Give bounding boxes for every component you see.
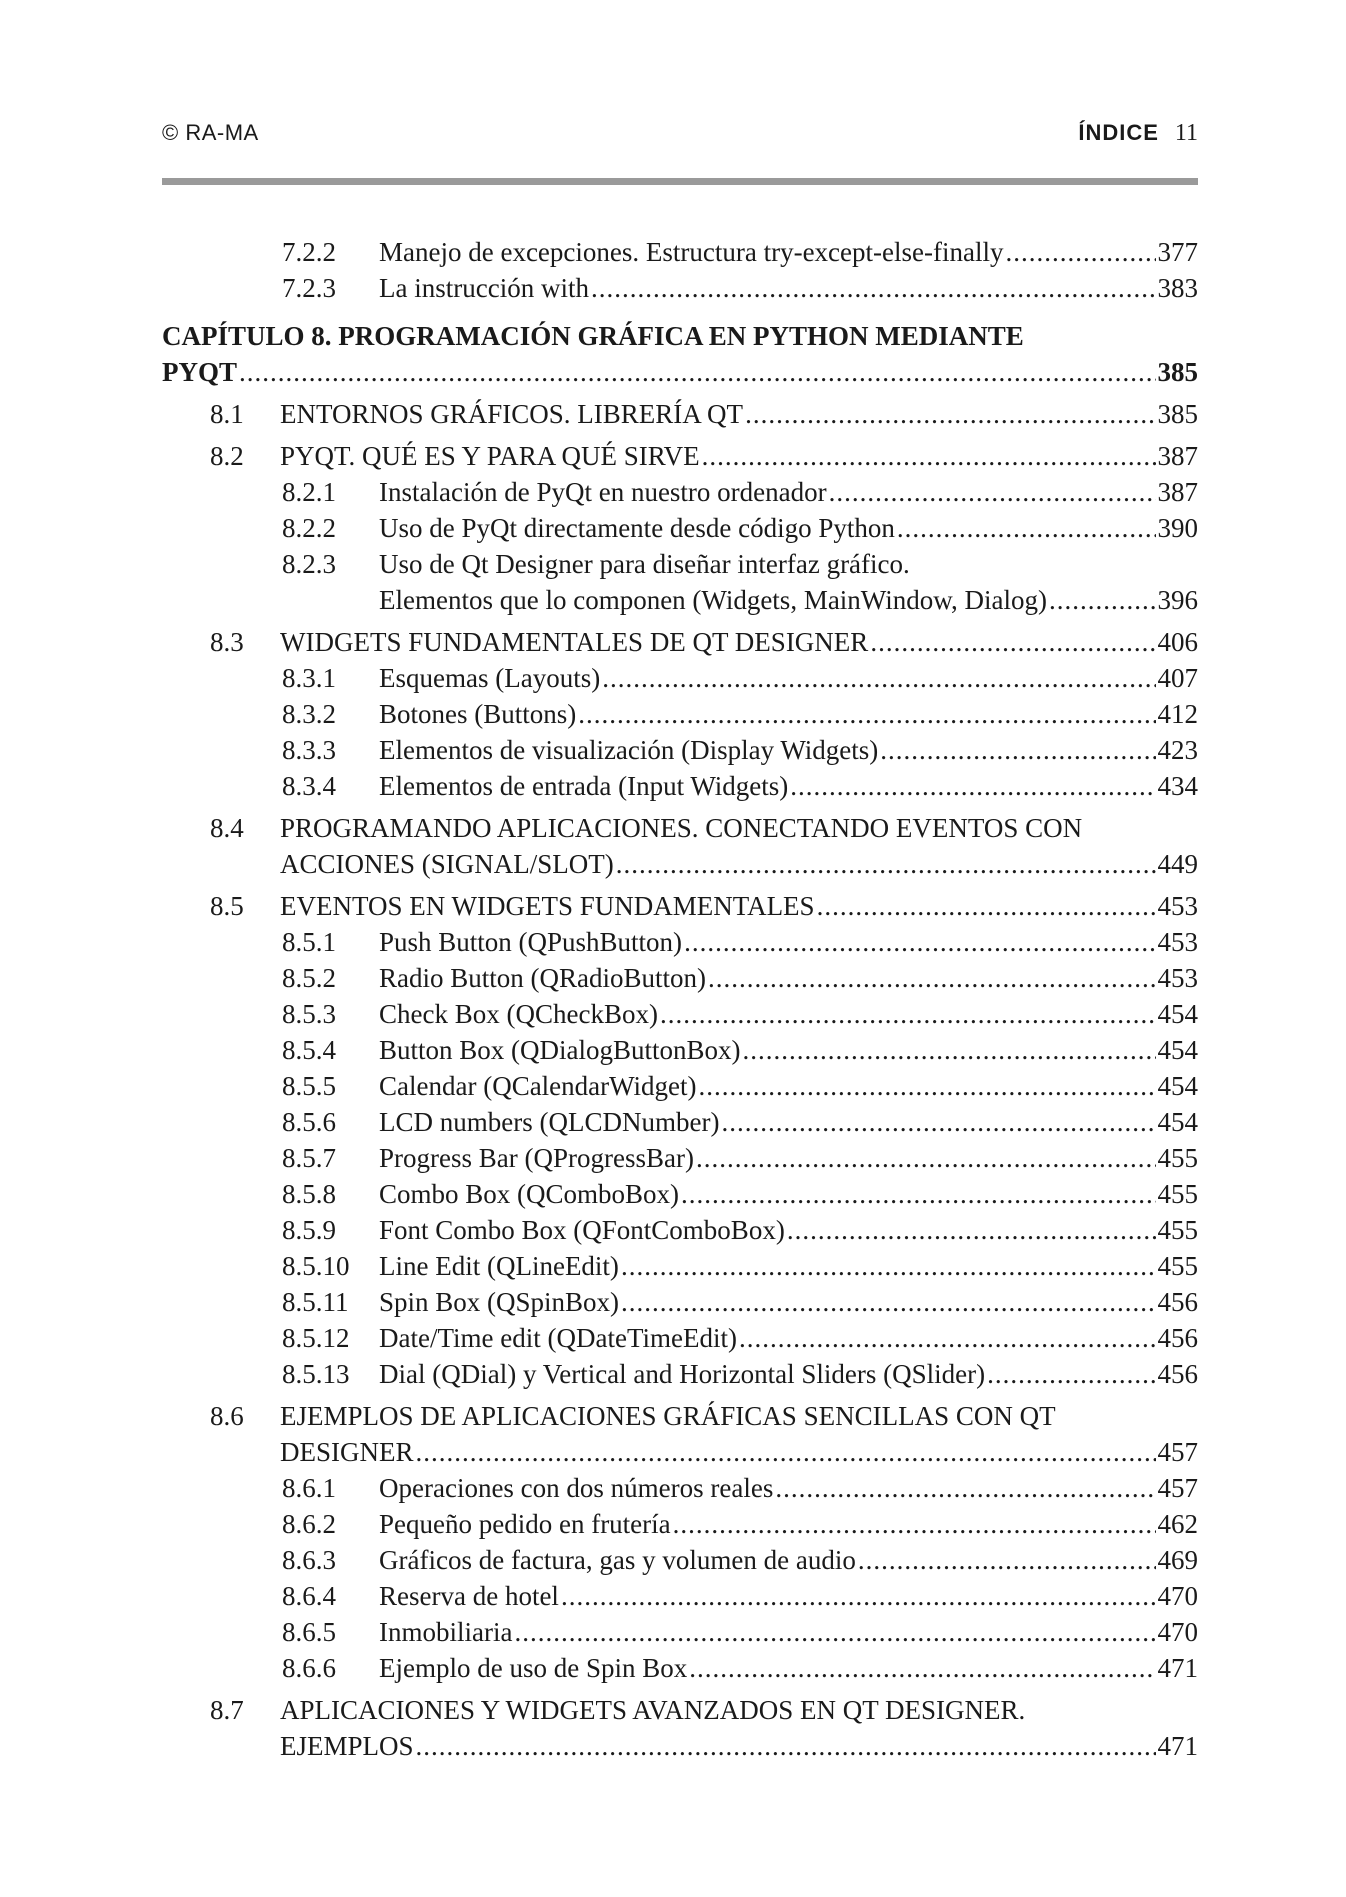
toc-entry [162, 732, 1198, 768]
toc-line [162, 888, 1198, 924]
toc-title: EJEMPLOS DE APLICACIONES GRÁFICAS SENCILLAS CON QT [280, 1401, 1056, 1431]
toc-entry [162, 546, 1198, 618]
toc-page-number: 406 [1157, 627, 1198, 657]
toc-line [162, 396, 1198, 432]
header-rule [162, 178, 1198, 185]
toc-entry [162, 1356, 1198, 1392]
table-of-contents [162, 234, 1198, 1764]
toc-line [162, 660, 1198, 696]
dot-leader [699, 1068, 1156, 1104]
toc-line [162, 582, 1198, 618]
toc-number: 8.5.13 [282, 1359, 350, 1389]
toc-entry [162, 888, 1198, 924]
toc-page-number: 377 [1157, 237, 1198, 267]
toc-page-number: 457 [1157, 1437, 1198, 1467]
toc-line [162, 234, 1198, 270]
toc-title: Uso de Qt Designer para diseñar interfaz gráfico. [379, 549, 910, 579]
toc-entry [162, 1542, 1198, 1578]
toc-number: 8.2.1 [282, 477, 336, 507]
toc-line [162, 1614, 1198, 1650]
dot-leader [745, 396, 1155, 432]
toc-line [162, 1434, 1198, 1470]
toc-entry [162, 1176, 1198, 1212]
toc-entry [162, 1104, 1198, 1140]
toc-entry [162, 1140, 1198, 1176]
toc-title: Push Button (QPushButton) [379, 927, 683, 957]
toc-line [162, 1398, 1198, 1434]
toc-number: 8.3.4 [282, 771, 336, 801]
toc-title: ACCIONES (SIGNAL/SLOT) [280, 849, 614, 879]
toc-page-number: 385 [1157, 357, 1198, 387]
toc-entry [162, 234, 1198, 270]
dot-leader [858, 1542, 1156, 1578]
toc-page-number: 470 [1157, 1617, 1198, 1647]
toc-number: 8.5.10 [282, 1251, 350, 1281]
toc-title: Font Combo Box (QFontComboBox) [379, 1215, 785, 1245]
toc-page-number: 457 [1157, 1473, 1198, 1503]
toc-number: 8.6.1 [282, 1473, 336, 1503]
toc-title: Esquemas (Layouts) [379, 663, 601, 693]
toc-line [162, 924, 1198, 960]
toc-entry [162, 1248, 1198, 1284]
toc-title: Spin Box (QSpinBox) [379, 1287, 620, 1317]
toc-number: 8.6.2 [282, 1509, 336, 1539]
toc-page-number: 471 [1157, 1653, 1198, 1683]
toc-number: 8.5.4 [282, 1035, 336, 1065]
toc-page-number: 454 [1157, 1107, 1198, 1137]
toc-page-number: 412 [1157, 699, 1198, 729]
toc-title: Date/Time edit (QDateTimeEdit) [379, 1323, 737, 1353]
toc-number: 8.3.1 [282, 663, 336, 693]
toc-title: Elementos de entrada (Input Widgets) [379, 771, 789, 801]
dot-leader [1005, 234, 1155, 270]
toc-title: Radio Button (QRadioButton) [379, 963, 706, 993]
toc-title: LCD numbers (QLCDNumber) [379, 1107, 720, 1137]
toc-number: 8.6.4 [282, 1581, 336, 1611]
toc-page-number: 455 [1157, 1143, 1198, 1173]
toc-entry [162, 1212, 1198, 1248]
toc-entry [162, 1506, 1198, 1542]
toc-line [162, 354, 1198, 390]
toc-number: 8.5.1 [282, 927, 336, 957]
toc-page-number: 383 [1157, 273, 1198, 303]
toc-page-number: 455 [1157, 1251, 1198, 1281]
toc-entry [162, 960, 1198, 996]
toc-line [162, 510, 1198, 546]
toc-page-number: 456 [1157, 1359, 1198, 1389]
dot-leader [416, 1728, 1156, 1764]
toc-page-number: 454 [1157, 1071, 1198, 1101]
toc-title: Calendar (QCalendarWidget) [379, 1071, 697, 1101]
dot-leader [702, 438, 1156, 474]
toc-line [162, 474, 1198, 510]
toc-line [162, 546, 1198, 582]
dot-leader [561, 1578, 1156, 1614]
toc-number: 8.3 [210, 627, 244, 657]
toc-entry [162, 1650, 1198, 1686]
toc-page-number: 456 [1157, 1287, 1198, 1317]
toc-line [162, 696, 1198, 732]
toc-number: 8.5.6 [282, 1107, 336, 1137]
toc-entry [162, 1470, 1198, 1506]
toc-title: Elementos de visualización (Display Widgets) [379, 735, 879, 765]
dot-leader [775, 1470, 1155, 1506]
toc-title: CAPÍTULO 8. PROGRAMACIÓN GRÁFICA EN PYTHON MEDIANTE [162, 321, 1024, 351]
toc-title: Progress Bar (QProgressBar) [379, 1143, 694, 1173]
toc-line [162, 768, 1198, 804]
toc-title: Instalación de PyQt en nuestro ordenador [379, 477, 827, 507]
toc-number: 8.5 [210, 891, 244, 921]
toc-entry [162, 396, 1198, 432]
toc-number: 8.7 [210, 1695, 244, 1725]
toc-title: Operaciones con dos números reales [379, 1473, 774, 1503]
dot-leader [880, 732, 1155, 768]
toc-title: APLICACIONES Y WIDGETS AVANZADOS EN QT DESIGNER. [280, 1695, 1026, 1725]
toc-line [162, 438, 1198, 474]
toc-line [162, 1284, 1198, 1320]
dot-leader [1049, 582, 1156, 618]
toc-entry [162, 768, 1198, 804]
toc-entry [162, 1284, 1198, 1320]
toc-line [162, 318, 1198, 354]
toc-number: 8.5.5 [282, 1071, 336, 1101]
toc-number: 8.5.12 [282, 1323, 350, 1353]
dot-leader [616, 846, 1156, 882]
toc-line [162, 960, 1198, 996]
toc-page-number: 471 [1157, 1731, 1198, 1761]
toc-entry [162, 1068, 1198, 1104]
toc-page-number: 454 [1157, 1035, 1198, 1065]
toc-page-number: 462 [1157, 1509, 1198, 1539]
dot-leader [591, 270, 1156, 306]
toc-line [162, 1692, 1198, 1728]
toc-entry [162, 1032, 1198, 1068]
toc-page-number: 423 [1157, 735, 1198, 765]
dot-leader [743, 1032, 1156, 1068]
toc-number: 8.2.2 [282, 513, 336, 543]
toc-line [162, 1032, 1198, 1068]
publisher-mark: © RA-MA [162, 120, 259, 145]
toc-entry [162, 1320, 1198, 1356]
dot-leader [739, 1320, 1156, 1356]
toc-page-number: 469 [1157, 1545, 1198, 1575]
toc-entry [162, 696, 1198, 732]
toc-line [162, 732, 1198, 768]
page-header [162, 112, 1198, 152]
dot-leader [684, 924, 1155, 960]
toc-page-number: 396 [1157, 585, 1198, 615]
toc-page-number: 390 [1157, 513, 1198, 543]
toc-number: 8.2 [210, 441, 244, 471]
dot-leader [829, 474, 1156, 510]
toc-title: Pequeño pedido en frutería [379, 1509, 671, 1539]
toc-line [162, 270, 1198, 306]
toc-title: WIDGETS FUNDAMENTALES DE QT DESIGNER [280, 627, 869, 657]
toc-line [162, 1176, 1198, 1212]
dot-leader [578, 696, 1155, 732]
toc-entry [162, 1614, 1198, 1650]
running-head [1078, 120, 1198, 147]
toc-page-number: 455 [1157, 1215, 1198, 1245]
toc-entry [162, 510, 1198, 546]
toc-page-number: 455 [1157, 1179, 1198, 1209]
toc-line [162, 1104, 1198, 1140]
dot-leader [696, 1140, 1156, 1176]
dot-leader [897, 510, 1156, 546]
toc-title: Manejo de excepciones. Estructura try-except-else-finally [379, 237, 1004, 267]
dot-leader [239, 354, 1155, 390]
toc-title: PYQT. QUÉ ES Y PARA QUÉ SIRVE [280, 441, 700, 471]
toc-page-number: 453 [1157, 927, 1198, 957]
toc-title: DESIGNER [280, 1437, 414, 1467]
toc-line [162, 846, 1198, 882]
toc-page-number: 387 [1157, 441, 1198, 471]
toc-number: 8.6.5 [282, 1617, 336, 1647]
toc-page-number: 449 [1157, 849, 1198, 879]
toc-number: 8.5.11 [282, 1287, 349, 1317]
toc-number: 7.2.2 [282, 237, 336, 267]
toc-entry [162, 474, 1198, 510]
toc-title: Elementos que lo componen (Widgets, MainWindow, Dialog) [379, 585, 1047, 615]
page-number: 11 [1174, 120, 1198, 146]
toc-title: Botones (Buttons) [379, 699, 577, 729]
toc-line [162, 1728, 1198, 1764]
toc-line [162, 624, 1198, 660]
toc-title: La instrucción with [379, 273, 589, 303]
toc-page-number: 453 [1157, 891, 1198, 921]
toc-number: 8.5.2 [282, 963, 336, 993]
dot-leader [514, 1614, 1155, 1650]
toc-line [162, 1470, 1198, 1506]
toc-line [162, 810, 1198, 846]
dot-leader [681, 1176, 1155, 1212]
dot-leader [416, 1434, 1156, 1470]
toc-line [162, 1542, 1198, 1578]
toc-line [162, 1248, 1198, 1284]
dot-leader [689, 1650, 1155, 1686]
toc-line [162, 1068, 1198, 1104]
dot-leader [787, 1212, 1156, 1248]
toc-number: 8.4 [210, 813, 244, 843]
toc-entry [162, 1578, 1198, 1614]
toc-page-number: 407 [1157, 663, 1198, 693]
toc-title: ENTORNOS GRÁFICOS. LIBRERÍA QT [280, 399, 744, 429]
dot-leader [660, 996, 1156, 1032]
toc-number: 8.3.3 [282, 735, 336, 765]
toc-title: PYQT [162, 357, 238, 387]
toc-entry [162, 924, 1198, 960]
dot-leader [721, 1104, 1155, 1140]
toc-title: Uso de PyQt directamente desde código Python [379, 513, 895, 543]
dot-leader [621, 1248, 1156, 1284]
toc-line [162, 1506, 1198, 1542]
toc-number: 8.1 [210, 399, 244, 429]
dot-leader [602, 660, 1155, 696]
dot-leader [708, 960, 1156, 996]
toc-title: EVENTOS EN WIDGETS FUNDAMENTALES [280, 891, 815, 921]
toc-title: PROGRAMANDO APLICACIONES. CONECTANDO EVENTOS CON [280, 813, 1083, 843]
toc-entry [162, 270, 1198, 306]
toc-number: 8.5.9 [282, 1215, 336, 1245]
toc-title: Inmobiliaria [379, 1617, 513, 1647]
toc-title: Reserva de hotel [379, 1581, 559, 1611]
toc-line [162, 1320, 1198, 1356]
toc-line [162, 996, 1198, 1032]
section-title: ÍNDICE [1078, 120, 1159, 145]
toc-number: 8.5.7 [282, 1143, 336, 1173]
toc-page-number: 453 [1157, 963, 1198, 993]
toc-page-number: 387 [1157, 477, 1198, 507]
toc-line [162, 1650, 1198, 1686]
dot-leader [870, 624, 1155, 660]
toc-number: 8.6.6 [282, 1653, 336, 1683]
toc-title: Line Edit (QLineEdit) [379, 1251, 619, 1281]
toc-entry [162, 810, 1198, 882]
toc-entry [162, 660, 1198, 696]
dot-leader [987, 1356, 1155, 1392]
dot-leader [621, 1284, 1155, 1320]
toc-line [162, 1578, 1198, 1614]
toc-entry [162, 1398, 1198, 1470]
toc-title: Gráficos de factura, gas y volumen de audio [379, 1545, 856, 1575]
dot-leader [817, 888, 1156, 924]
toc-number: 8.5.8 [282, 1179, 336, 1209]
toc-entry [162, 996, 1198, 1032]
toc-title: Dial (QDial) y Vertical and Horizontal Sliders (QSlider) [379, 1359, 986, 1389]
toc-line [162, 1356, 1198, 1392]
toc-title: EJEMPLOS [280, 1731, 414, 1761]
toc-page-number: 434 [1157, 771, 1198, 801]
toc-number: 8.6.3 [282, 1545, 336, 1575]
toc-number: 8.3.2 [282, 699, 336, 729]
toc-title: Combo Box (QComboBox) [379, 1179, 680, 1209]
toc-number: 8.6 [210, 1401, 244, 1431]
toc-number: 8.5.3 [282, 999, 336, 1029]
toc-page-number: 470 [1157, 1581, 1198, 1611]
toc-line [162, 1212, 1198, 1248]
toc-title: Ejemplo de uso de Spin Box [379, 1653, 688, 1683]
toc-number: 8.2.3 [282, 549, 336, 579]
toc-entry [162, 438, 1198, 474]
toc-entry [162, 1692, 1198, 1764]
toc-line [162, 1140, 1198, 1176]
toc-page-number: 454 [1157, 999, 1198, 1029]
toc-page-number: 456 [1157, 1323, 1198, 1353]
toc-title: Check Box (QCheckBox) [379, 999, 658, 1029]
dot-leader [790, 768, 1155, 804]
toc-number: 7.2.3 [282, 273, 336, 303]
toc-entry [162, 624, 1198, 660]
toc-page-number: 385 [1157, 399, 1198, 429]
toc-title: Button Box (QDialogButtonBox) [379, 1035, 741, 1065]
toc-chapter-entry [162, 318, 1198, 390]
dot-leader [673, 1506, 1156, 1542]
